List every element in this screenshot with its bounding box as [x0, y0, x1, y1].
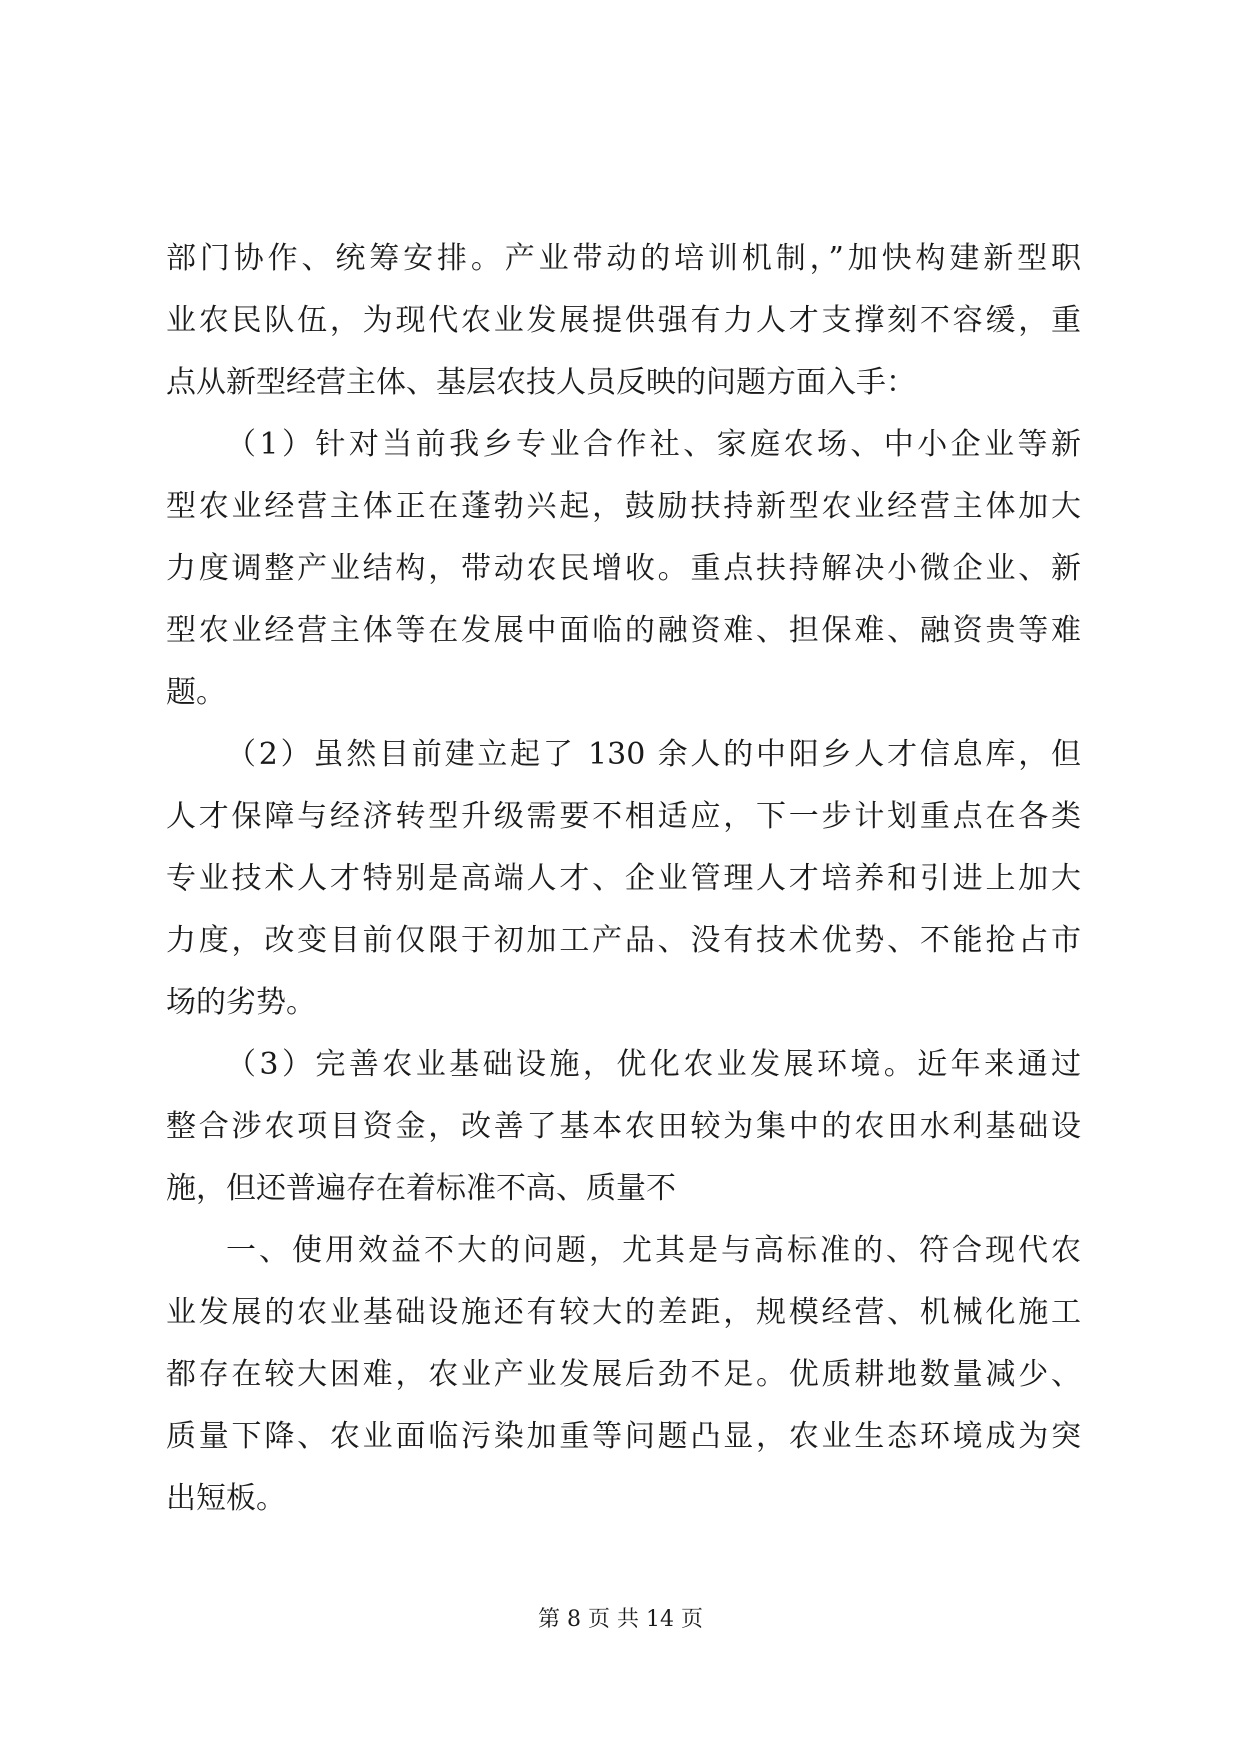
paragraph-2-start-line: （2）虽然目前建立起了 130 余人的中阳乡人才信息库，但 [226, 737, 1081, 772]
text-line: 人才保障与经济转型升级需要不相适应，下一步计划重点在各类 [166, 799, 1081, 834]
document-body [166, 228, 1081, 1530]
paragraph-1-start-line: （1）针对当前我乡专业合作社、家庭农场、中小企业等新 [226, 427, 1081, 462]
text-line: 质量下降、农业面临污染加重等问题凸显，农业生态环境成为突 [166, 1419, 1081, 1454]
text-line: 业发展的农业基础设施还有较大的差距，规模经营、机械化施工 [166, 1295, 1081, 1330]
page-number-footer: 第 8 页 共 14 页 [538, 1607, 703, 1632]
text-line: 出短板。 [166, 1481, 286, 1516]
text-line: 业农民队伍，为现代农业发展提供强有力人才支撑刻不容缓，重 [166, 303, 1081, 338]
text-line: 部门协作、统筹安排。产业带动的培训机制，”加快构建新型职 [166, 241, 1081, 276]
text-line: 型农业经营主体正在蓬勃兴起，鼓励扶持新型农业经营主体加大 [166, 489, 1081, 524]
text-line: 力度，改变目前仅限于初加工产品、没有技术优势、不能抢占市 [166, 923, 1081, 958]
text-line: 力度调整产业结构，带动农民增收。重点扶持解决小微企业、新 [166, 551, 1081, 586]
text-line: 整合涉农项目资金，改善了基本农田较为集中的农田水利基础设 [166, 1109, 1081, 1144]
text-line: 专业技术人才特别是高端人才、企业管理人才培养和引进上加大 [166, 861, 1081, 896]
text-line: 施，但还普遍存在着标准不高、质量不 [166, 1171, 676, 1206]
paragraph-4-start-line: 一、使用效益不大的问题，尤其是与高标准的、符合现代农 [226, 1233, 1081, 1268]
paragraph-3-start-line: （3）完善农业基础设施，优化农业发展环境。近年来通过 [226, 1047, 1081, 1082]
text-line: 型农业经营主体等在发展中面临的融资难、担保难、融资贵等难 [166, 613, 1081, 648]
text-line: 题。 [166, 675, 226, 710]
text-line: 场的劣势。 [166, 985, 316, 1020]
text-line: 点从新型经营主体、基层农技人员反映的问题方面入手： [166, 365, 916, 400]
text-line: 都存在较大困难，农业产业发展后劲不足。优质耕地数量减少、 [166, 1357, 1081, 1392]
